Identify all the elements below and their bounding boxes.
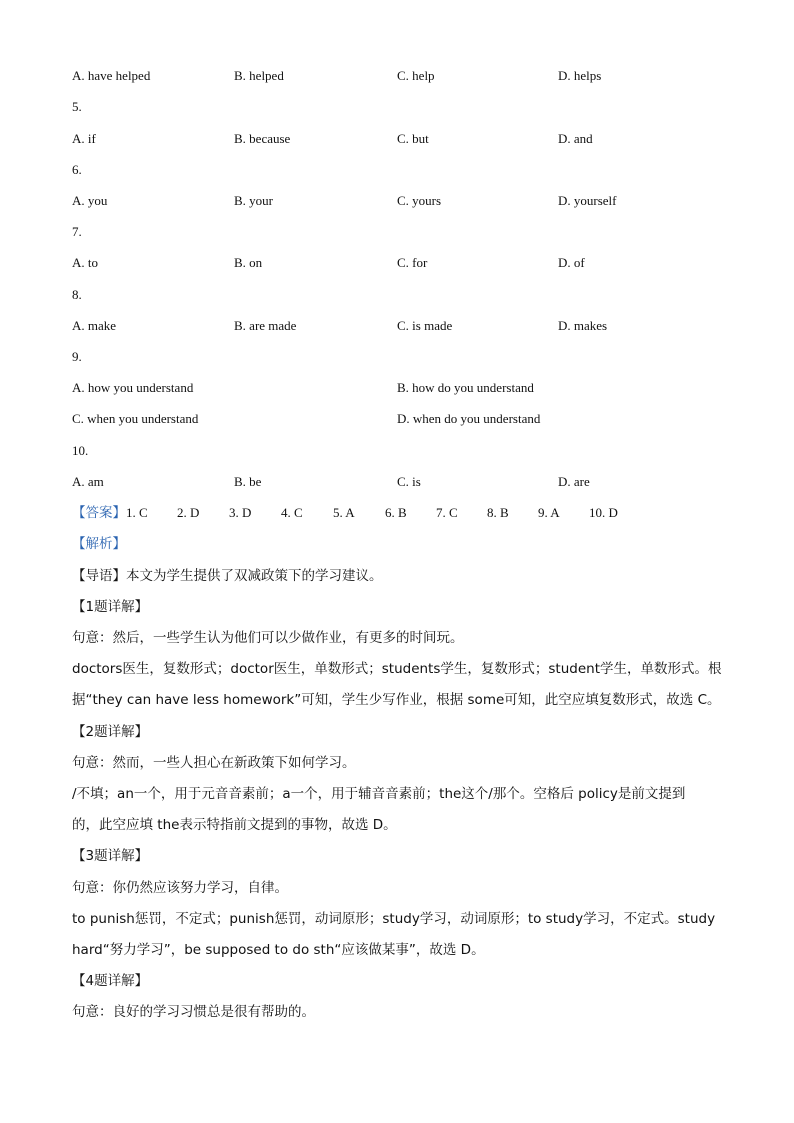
q4-option-d: D. helps: [558, 68, 602, 83]
q5-option-b: B. because: [234, 131, 291, 146]
q6-option-d: D. yourself: [558, 193, 617, 208]
q10-option-a: A. am: [72, 474, 104, 489]
answer-item: 8. B: [487, 505, 509, 520]
q8-option-d: D. makes: [558, 318, 608, 333]
detail-1-header: 【1题详解】: [72, 599, 149, 615]
q5-option-c: C. but: [397, 131, 429, 146]
q9-option-c: C. when you understand: [72, 411, 199, 426]
detail-1-line-1: 句意：然后，一些学生认为他们可以少做作业，有更多的时间玩。: [72, 630, 464, 646]
detail-4-line-1: 句意：良好的学习习惯总是很有帮助的。: [72, 1004, 315, 1020]
detail-2-line-2: /不填；an一个，用于元音音素前；a一个，用于辅音音素前；the这个/那个。空格后 policy是前文提到: [72, 786, 686, 802]
detail-1-line-3: 据“they can have less homework”可知，学生少写作业，根据 some可知，此空应填复数形式，故选 C。: [72, 692, 721, 708]
answer-item: 6. B: [385, 505, 407, 520]
answer-item: 7. C: [436, 505, 458, 520]
q7-option-a: A. to: [72, 255, 98, 270]
q5-number: 5.: [72, 99, 82, 114]
q10-number: 10.: [72, 443, 89, 458]
q5-option-a: A. if: [72, 131, 96, 146]
detail-3-line-2: to punish惩罚，不定式；punish惩罚，动词原形；study学习，动词原形；to study学习，不定式。study: [72, 911, 716, 927]
detail-1-line-2: doctors医生，复数形式；doctor医生，单数形式；students学生，复数形式；student学生，单数形式。根: [72, 661, 722, 677]
q6-option-b: B. your: [234, 193, 273, 208]
q5-option-d: D. and: [558, 131, 593, 146]
answer-item: 3. D: [229, 505, 252, 520]
answer-label: 【答案】: [72, 505, 126, 521]
q7-option-c: C. for: [397, 255, 428, 270]
detail-3-header: 【3题详解】: [72, 848, 149, 864]
q8-number: 8.: [72, 287, 82, 302]
detail-4-header: 【4题详解】: [72, 973, 149, 989]
detail-2-header: 【2题详解】: [72, 724, 149, 740]
q9-option-a: A. how you understand: [72, 380, 194, 395]
answer-item: 10. D: [589, 505, 618, 520]
q7-number: 7.: [72, 224, 82, 239]
guide-text: 【导语】本文为学生提供了双减政策下的学习建议。: [72, 568, 383, 584]
answer-item: 2. D: [177, 505, 200, 520]
q8-option-a: A. make: [72, 318, 117, 333]
answer-item: 1. C: [126, 505, 148, 520]
q8-option-b: B. are made: [234, 318, 297, 333]
q6-number: 6.: [72, 162, 82, 177]
q8-option-c: C. is made: [397, 318, 453, 333]
q6-option-a: A. you: [72, 193, 108, 208]
q9-number: 9.: [72, 349, 82, 364]
detail-2-line-3: 的，此空应填 the表示特指前文提到的事物，故选 D。: [72, 817, 397, 833]
answer-key: [72, 504, 618, 522]
detail-3-line-3: hard“努力学习”，be supposed to do sth“应该做某事”，故选 D。: [72, 942, 485, 958]
q6-option-c: C. yours: [397, 193, 442, 208]
answer-item: 5. A: [333, 505, 355, 520]
detail-3-line-1: 句意：你仍然应该努力学习，自律。: [72, 880, 288, 896]
answer-item: 4. C: [281, 505, 303, 520]
q4-option-a: A. have helped: [72, 68, 151, 83]
q9-option-b: B. how do you understand: [397, 380, 534, 395]
answer-item: 9. A: [538, 505, 560, 520]
q4-option-c: C. help: [397, 68, 435, 83]
q7-option-d: D. of: [558, 255, 585, 270]
q10-option-b: B. be: [234, 474, 262, 489]
q10-option-d: D. are: [558, 474, 590, 489]
analysis-label: 【解析】: [72, 536, 126, 552]
detail-2-line-1: 句意：然而，一些人担心在新政策下如何学习。: [72, 755, 356, 771]
q4-option-b: B. helped: [234, 68, 284, 83]
q9-option-d: D. when do you understand: [397, 411, 541, 426]
q10-option-c: C. is: [397, 474, 421, 489]
q7-option-b: B. on: [234, 255, 263, 270]
